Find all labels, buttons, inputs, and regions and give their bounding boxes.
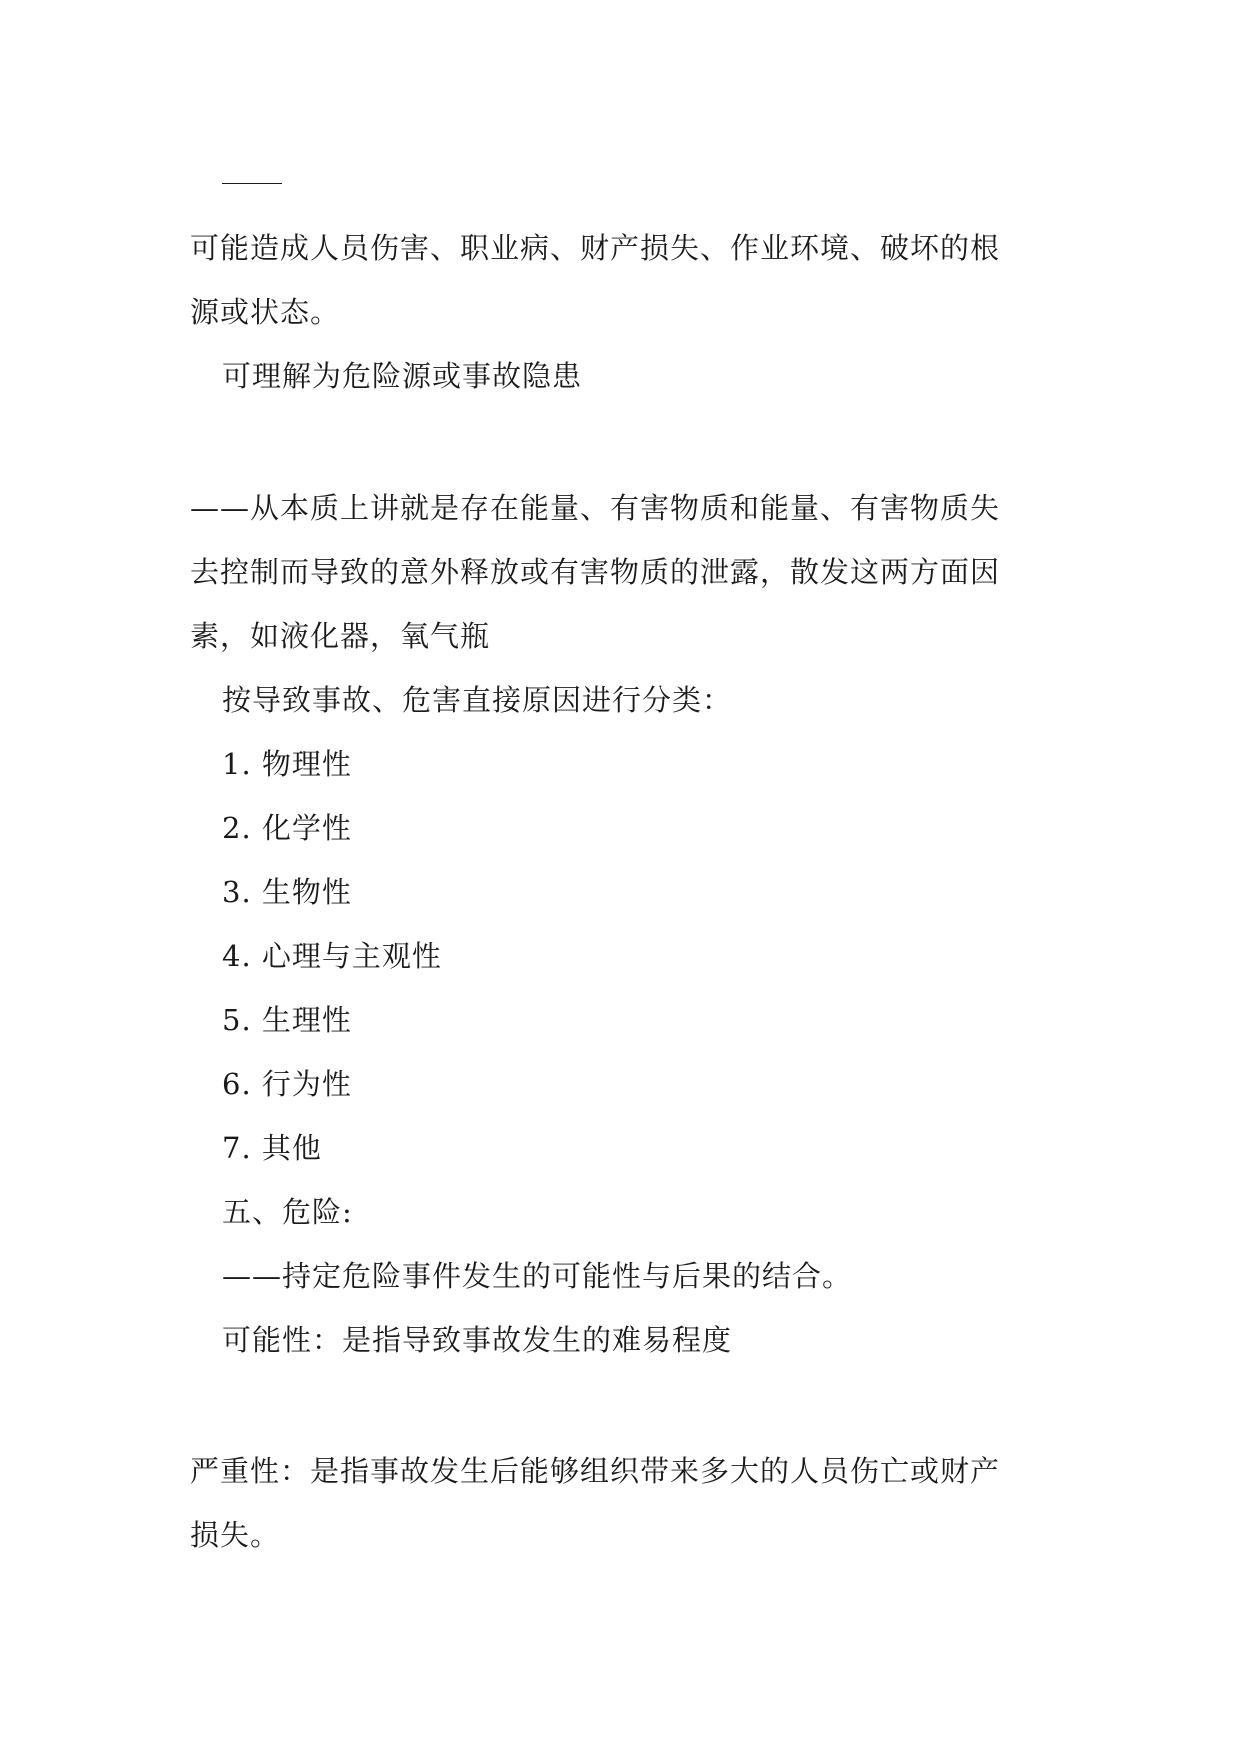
paragraph-line: 可能造成人员伤害、职业病、财产损失、作业环境、破坏的根 xyxy=(190,231,1001,265)
paragraph-line: 去控制而导致的意外释放或有害物质的泄露，散发这两方面因 xyxy=(190,555,1001,589)
section-heading: 按导致事故、危害直接原因进行分类： xyxy=(222,683,733,717)
dash-line xyxy=(222,183,282,184)
list-item: 1. 物理性 xyxy=(222,747,352,781)
paragraph-line: 严重性：是指事故发生后能够组织带来多大的人员伤亡或财产 xyxy=(190,1454,1001,1488)
list-item: 6. 行为性 xyxy=(222,1067,352,1101)
paragraph-line: ——从本质上讲就是存在能量、有害物质和能量、有害物质失 xyxy=(190,491,1001,525)
section-heading: 五、危险: xyxy=(222,1195,353,1229)
paragraph-line: 可能性：是指导致事故发生的难易程度 xyxy=(222,1323,733,1357)
list-item: 3. 生物性 xyxy=(222,875,352,909)
list-item: 7. 其他 xyxy=(222,1131,322,1165)
paragraph-line: ——持定危险事件发生的可能性与后果的结合。 xyxy=(222,1259,853,1293)
paragraph-line: 源或状态。 xyxy=(190,295,341,329)
list-item: 4. 心理与主观性 xyxy=(222,939,442,973)
paragraph-line: 素，如液化器，氧气瓶 xyxy=(190,619,491,653)
list-item: 5. 生理性 xyxy=(222,1003,352,1037)
paragraph-line: 损失。 xyxy=(190,1518,281,1552)
paragraph-line: 可理解为危险源或事故隐患 xyxy=(222,359,583,393)
list-item: 2. 化学性 xyxy=(222,811,352,845)
